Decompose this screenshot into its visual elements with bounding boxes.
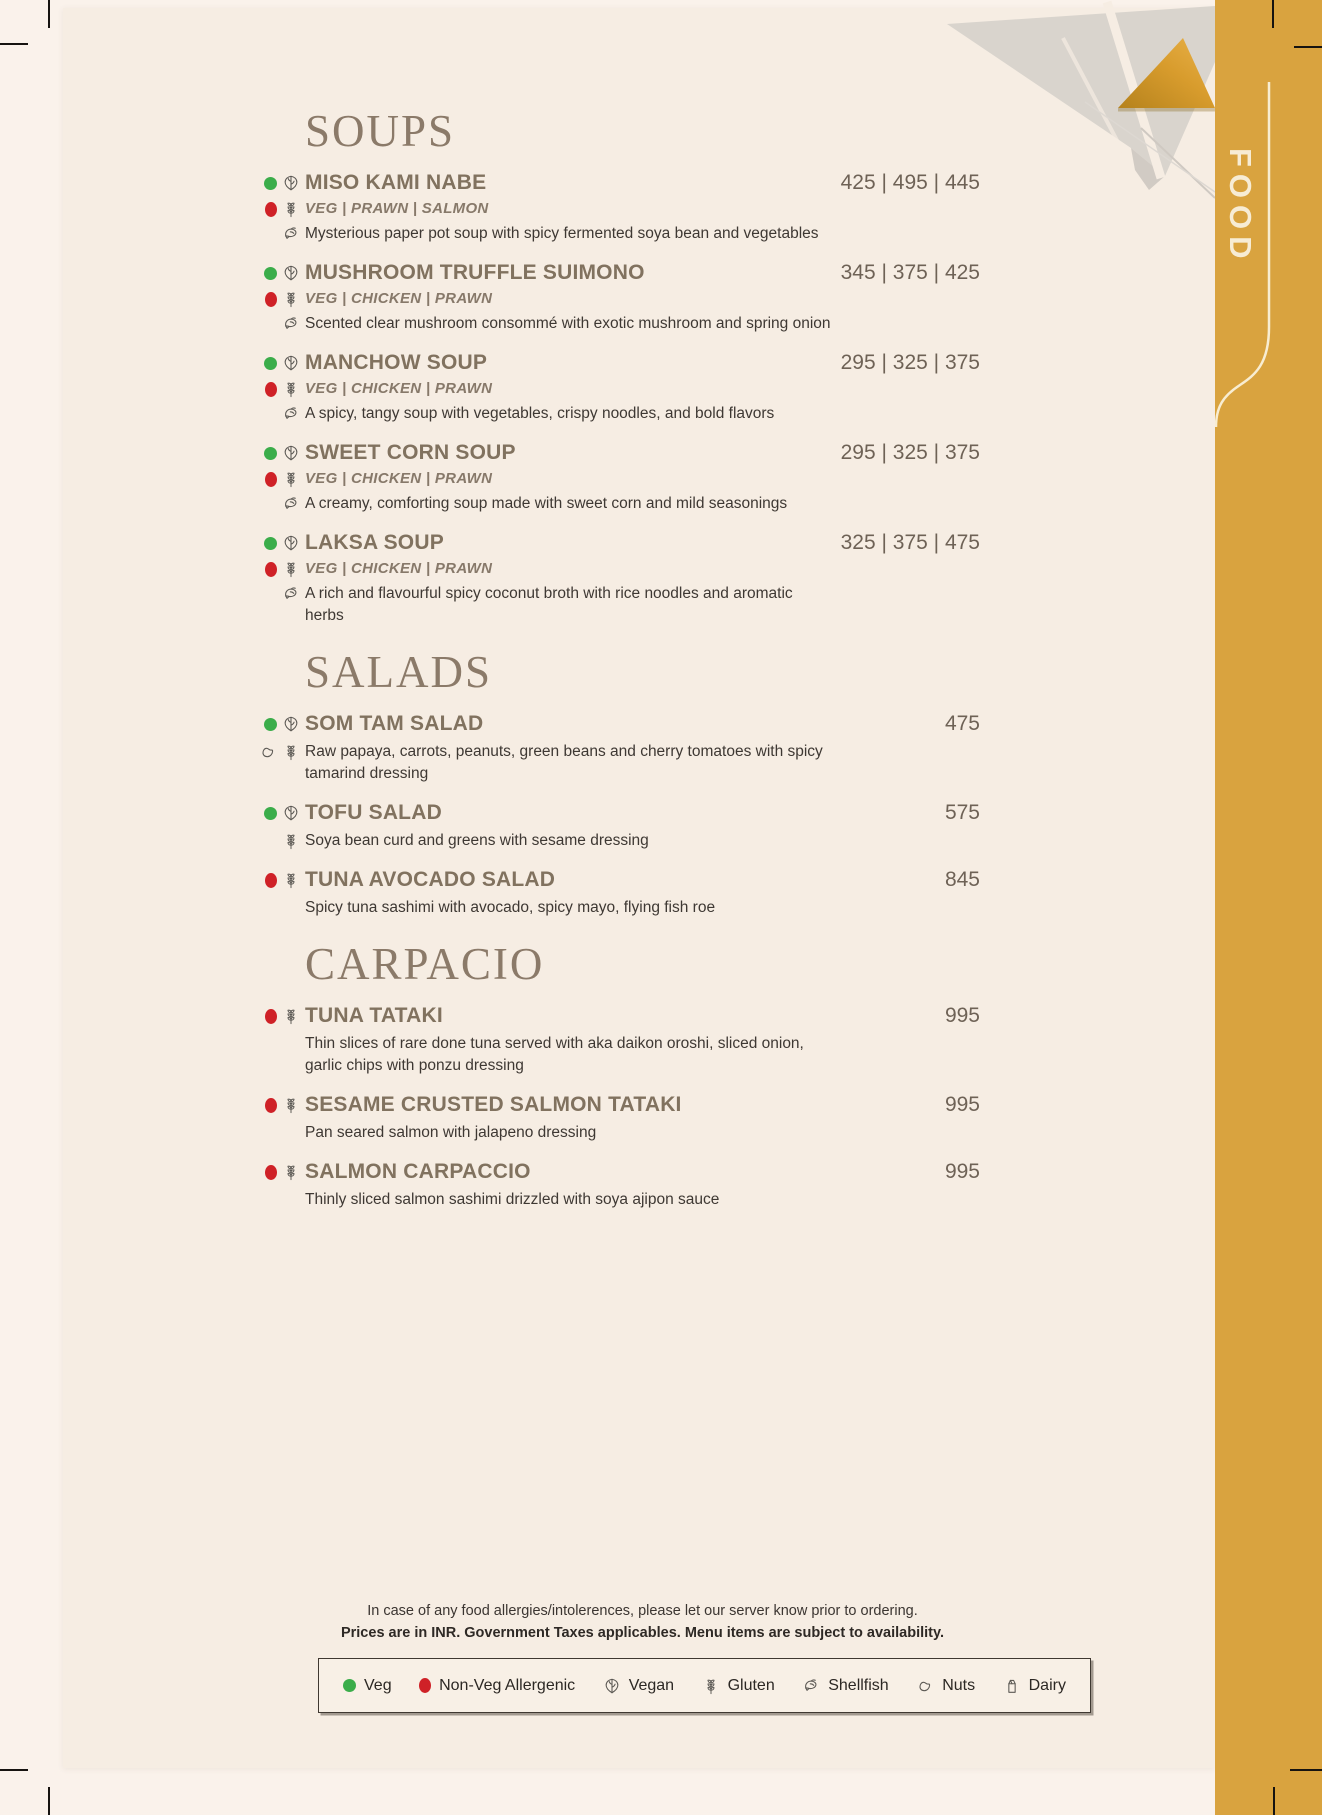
- gluten-icon: [282, 200, 300, 218]
- gold-triangle-base-shadow: [1118, 108, 1215, 112]
- legend-label: Vegan: [628, 1676, 675, 1694]
- item-name: SESAME CRUSTED SALMON TATAKI: [305, 1093, 682, 1116]
- gluten-icon: [282, 560, 300, 578]
- item-variants: VEG | CHICKEN | PRAWN: [305, 380, 493, 397]
- crop-mark-bottom-left-v: [48, 1787, 50, 1815]
- pricing-note: Prices are in INR. Government Taxes applicables. Menu items are subject to availability.: [340, 1625, 945, 1641]
- dairy-icon: [1003, 1677, 1021, 1695]
- item-price: 325 | 375 | 475: [840, 531, 980, 554]
- shellfish-icon: [282, 315, 300, 333]
- veg-dot-icon: [343, 1679, 356, 1692]
- item-price: 295 | 325 | 375: [840, 441, 980, 464]
- item-name: LAKSA SOUP: [305, 531, 444, 554]
- legend-label: Non-Veg Allergenic: [439, 1676, 576, 1694]
- gluten-icon: [282, 470, 300, 488]
- veg-dot-icon: [264, 267, 277, 280]
- legend-label: Shellfish: [828, 1676, 889, 1694]
- item-title-row: [305, 440, 980, 466]
- item-badges: [258, 534, 300, 552]
- item-title-row: [305, 1092, 980, 1118]
- item-description: Mysterious paper pot soup with spicy fermented soya bean and vegetables: [305, 225, 819, 242]
- item-description: A spicy, tangy soup with vegetables, crispy noodles, and bold flavors: [305, 405, 775, 422]
- item-badges: [258, 1007, 300, 1025]
- item-name: SOM TAM SALAD: [305, 712, 484, 735]
- item-title-row: [305, 867, 980, 893]
- crop-mark-top-left-h: [0, 43, 28, 45]
- legend-item: [603, 1677, 674, 1695]
- nonveg-dot-icon: [265, 1165, 277, 1180]
- item-description-row: [305, 403, 980, 425]
- gluten-icon: [702, 1677, 720, 1695]
- nonveg-dot-icon: [265, 292, 277, 307]
- menu-item: [305, 530, 980, 627]
- vegan-icon: [603, 1677, 621, 1695]
- item-badges: [258, 743, 300, 761]
- nonveg-dot-icon: [265, 1098, 277, 1113]
- item-badges: [258, 1096, 300, 1114]
- item-name: SALMON CARPACCIO: [305, 1160, 531, 1183]
- nuts-icon: [916, 1677, 934, 1695]
- vegan-icon: [282, 715, 300, 733]
- item-badges: [258, 225, 300, 243]
- item-variants: VEG | CHICKEN | PRAWN: [305, 560, 493, 577]
- item-variants-row: [305, 289, 980, 309]
- gluten-icon: [282, 1007, 300, 1025]
- legend-item: [419, 1677, 575, 1695]
- veg-dot-icon: [264, 537, 277, 550]
- menu-item: [305, 1159, 980, 1211]
- menu-item: [305, 1003, 980, 1077]
- item-description-row: [305, 313, 980, 335]
- shellfish-icon: [282, 225, 300, 243]
- legend-label: Nuts: [942, 1676, 976, 1694]
- item-price: 575: [944, 801, 980, 824]
- nonveg-dot-icon: [265, 382, 277, 397]
- item-description-row: [305, 741, 980, 785]
- item-description: Pan seared salmon with jalapeno dressing: [305, 1124, 597, 1141]
- item-name: TUNA TATAKI: [305, 1004, 443, 1027]
- crop-mark-bottom-left-h: [0, 1769, 28, 1771]
- gluten-icon: [282, 743, 300, 761]
- crop-mark-bottom-right-v: [1273, 1787, 1275, 1815]
- gluten-icon: [282, 380, 300, 398]
- menu-sheet: [63, 8, 1215, 1768]
- crop-mark-bottom-right-h: [1290, 1769, 1322, 1771]
- vegan-icon: [282, 264, 300, 282]
- item-name: TOFU SALAD: [305, 801, 442, 824]
- item-description: Raw papaya, carrots, peanuts, green beans and cherry tomatoes with spicy tamarind dressing: [305, 743, 823, 782]
- item-variants: VEG | CHICKEN | PRAWN: [305, 470, 493, 487]
- item-description-row: [305, 493, 980, 515]
- item-name: TUNA AVOCADO SALAD: [305, 868, 556, 891]
- footer-notes: [305, 1603, 980, 1641]
- item-title-row: [305, 260, 980, 286]
- nonveg-dot-icon: [265, 472, 277, 487]
- item-description-row: [305, 1033, 980, 1077]
- shellfish-icon: [802, 1677, 820, 1695]
- item-name: MISO KAMI NABE: [305, 171, 487, 194]
- section-title: SOUPS: [305, 106, 456, 156]
- item-title-row: [305, 711, 980, 737]
- item-description-row: [305, 1189, 980, 1211]
- legend-item: [916, 1677, 975, 1695]
- menu-item: [305, 170, 980, 245]
- item-badges: [258, 832, 300, 850]
- item-badges: [258, 405, 300, 423]
- shellfish-icon: [282, 405, 300, 423]
- nonveg-dot-icon: [265, 873, 277, 888]
- veg-dot-icon: [264, 807, 277, 820]
- item-description: Thin slices of rare done tuna served with aka daikon oroshi, sliced onion, garlic chips with ponzu dressing: [305, 1035, 804, 1074]
- nonveg-dot-icon: [265, 562, 277, 577]
- item-badges: [258, 200, 300, 218]
- legend-item: [1003, 1677, 1066, 1695]
- vegan-icon: [282, 354, 300, 372]
- item-description: Soya bean curd and greens with sesame dressing: [305, 832, 649, 849]
- item-badges: [258, 174, 300, 192]
- legend-item: [802, 1677, 888, 1695]
- item-name: SWEET CORN SOUP: [305, 441, 516, 464]
- item-description: A rich and flavourful spicy coconut broth with rice noodles and aromatic herbs: [305, 585, 793, 624]
- legend-item: [343, 1677, 392, 1695]
- tab-food-label[interactable]: FOOD: [1223, 148, 1258, 266]
- item-title-row: [305, 1159, 980, 1185]
- item-price: 995: [944, 1093, 980, 1116]
- item-price: 995: [944, 1160, 980, 1183]
- item-title-row: [305, 350, 980, 376]
- item-variants-row: [305, 469, 980, 489]
- item-name: MUSHROOM TRUFFLE SUIMONO: [305, 261, 645, 284]
- gluten-icon: [282, 832, 300, 850]
- gluten-icon: [282, 871, 300, 889]
- crop-mark-top-left-v: [48, 0, 50, 28]
- item-variants-row: [305, 559, 980, 579]
- shellfish-icon: [282, 495, 300, 513]
- item-badges: [258, 495, 300, 513]
- nonveg-dot-icon: [265, 1009, 277, 1024]
- legend-label: Veg: [364, 1676, 392, 1694]
- item-title-row: [305, 170, 980, 196]
- veg-dot-icon: [264, 357, 277, 370]
- menu-item: [305, 711, 980, 785]
- item-variants: VEG | CHICKEN | PRAWN: [305, 290, 493, 307]
- shellfish-icon: [282, 585, 300, 603]
- legend-item: [702, 1677, 775, 1695]
- legend-label: Dairy: [1028, 1676, 1066, 1694]
- veg-dot-icon: [264, 718, 277, 731]
- item-badges: [258, 560, 300, 578]
- gluten-icon: [282, 1163, 300, 1181]
- item-price: 845: [944, 868, 980, 891]
- item-badges: [258, 585, 300, 603]
- item-badges: [258, 315, 300, 333]
- gluten-icon: [282, 1096, 300, 1114]
- menu-item: [305, 260, 980, 335]
- item-badges: [258, 1163, 300, 1181]
- crop-mark-top-right-h: [1294, 46, 1322, 48]
- menu-section: [305, 937, 980, 1211]
- allergy-note: In case of any food allergies/intolerences, please let our server know prior to ordering.: [367, 1603, 918, 1619]
- nonveg-dot-icon: [265, 202, 277, 217]
- item-price: 345 | 375 | 425: [840, 261, 980, 284]
- menu-item: [305, 867, 980, 919]
- item-variants-row: [305, 199, 980, 219]
- item-badges: [258, 470, 300, 488]
- vegan-icon: [282, 534, 300, 552]
- menu-section: [305, 104, 980, 627]
- item-price: 995: [944, 1004, 980, 1027]
- item-badges: [258, 380, 300, 398]
- item-badges: [258, 354, 300, 372]
- crop-mark-top-right-v: [1272, 0, 1274, 28]
- item-variants-row: [305, 379, 980, 399]
- item-badges: [258, 715, 300, 733]
- item-badges: [258, 264, 300, 282]
- food-tab-band: [1215, 0, 1322, 1815]
- section-title: CARPACIO: [305, 939, 545, 989]
- menu-item: [305, 800, 980, 852]
- veg-dot-icon: [264, 447, 277, 460]
- item-description-row: [305, 830, 980, 852]
- item-description: A creamy, comforting soup made with sweet corn and mild seasonings: [305, 495, 788, 512]
- item-price: 425 | 495 | 445: [840, 171, 980, 194]
- legend-box: [318, 1658, 1091, 1713]
- item-badges: [258, 290, 300, 308]
- menu-section: [305, 645, 980, 919]
- item-description-row: [305, 1122, 980, 1144]
- item-description: Spicy tuna sashimi with avocado, spicy mayo, flying fish roe: [305, 899, 716, 916]
- item-description-row: [305, 583, 980, 627]
- item-description-row: [305, 897, 980, 919]
- vegan-icon: [282, 174, 300, 192]
- vegan-icon: [282, 444, 300, 462]
- section-title: SALADS: [305, 647, 493, 697]
- veg-dot-icon: [264, 177, 277, 190]
- nuts-icon: [259, 743, 277, 761]
- item-title-row: [305, 1003, 980, 1029]
- legend-label: Gluten: [727, 1676, 775, 1694]
- menu-item: [305, 1092, 980, 1144]
- item-badges: [258, 871, 300, 889]
- menu-sections: [305, 104, 980, 1229]
- menu-item: [305, 350, 980, 425]
- item-description-row: [305, 223, 980, 245]
- nonveg-dot-icon: [419, 1678, 431, 1693]
- item-price: 295 | 325 | 375: [840, 351, 980, 374]
- menu-item: [305, 440, 980, 515]
- item-description: Scented clear mushroom consommé with exotic mushroom and spring onion: [305, 315, 831, 332]
- gluten-icon: [282, 290, 300, 308]
- item-name: MANCHOW SOUP: [305, 351, 488, 374]
- vegan-icon: [282, 804, 300, 822]
- item-title-row: [305, 800, 980, 826]
- item-badges: [258, 444, 300, 462]
- item-variants: VEG | PRAWN | SALMON: [305, 200, 489, 217]
- item-title-row: [305, 530, 980, 556]
- item-price: 475: [944, 712, 980, 735]
- item-badges: [258, 804, 300, 822]
- item-description: Thinly sliced salmon sashimi drizzled with soya ajipon sauce: [305, 1191, 720, 1208]
